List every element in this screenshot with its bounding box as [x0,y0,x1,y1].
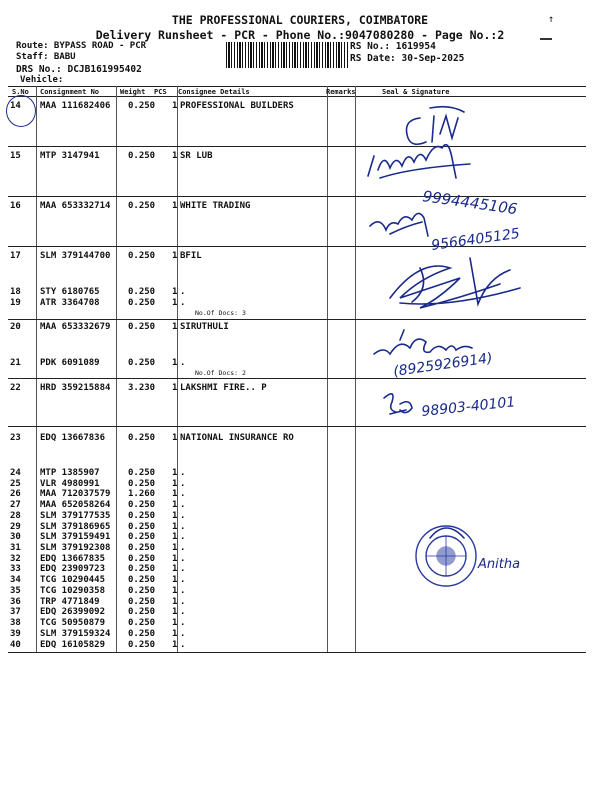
header-signature: Seal & Signature [382,88,450,96]
row-consignee: PROFESSIONAL BUILDERS [180,101,294,111]
circle-mark [6,95,36,127]
row-pcs: 1 [172,251,178,261]
row-sno: 33 [10,564,21,574]
header-weight: Weight [120,88,146,96]
row-pcs: 1 [172,554,178,564]
rs-date: RS Date: 30-Sep-2025 [350,53,465,64]
row-consignee: NATIONAL INSURANCE RO [180,433,294,443]
row-weight: 0.250 [128,554,156,564]
row-consignment: MTP 1385907 [40,468,100,478]
header-pcs: PCS [154,88,167,96]
row-weight: 0.250 [128,629,156,639]
row-weight: 0.250 [128,298,156,308]
row-sno: 27 [10,500,21,510]
row-pcs: 1 [172,607,178,617]
row-consignment: HRD 359215884 [40,383,111,393]
row-weight: 0.250 [128,543,156,553]
row-sno: 15 [10,151,21,161]
row-sno: 22 [10,383,21,393]
handwritten-phone-16: 9566405125 [430,225,521,254]
row-pcs: 1 [172,575,178,585]
row-weight: 0.250 [128,251,156,261]
row-consignment: SLM 379144700 [40,251,111,261]
row-consignee: . [180,543,186,553]
signature-14 [407,107,465,145]
row-consignment: MAA 653332714 [40,201,111,211]
drs-label: DRS No.: DCJB161995402 [16,64,142,75]
row-consignee: . [180,298,186,308]
row-sno: 14 [10,101,21,111]
row-pcs: 1 [172,532,178,542]
row-sno: 19 [10,298,21,308]
row-sno: 23 [10,433,21,443]
row-consignment: ATR 3364708 [40,298,100,308]
row-weight: 0.250 [128,532,156,542]
row-consignment: PDK 6091089 [40,358,100,368]
row-sno: 32 [10,554,21,564]
row-consignment: MAA 712037579 [40,489,111,499]
row-sno: 28 [10,511,21,521]
row-pcs: 1 [172,543,178,553]
row-consignment: SLM 379159324 [40,629,111,639]
row-sno: 25 [10,479,21,489]
row-pcs: 1 [172,287,178,297]
row-sno: 26 [10,489,21,499]
row-consignment: TCG 50950879 [40,618,106,628]
row-pcs: 1 [172,586,178,596]
row-consignment: MTP 3147941 [40,151,100,161]
row-pcs: 1 [172,489,178,499]
row-weight: 0.250 [128,640,156,650]
row-pcs: 1 [172,511,178,521]
handwritten-phone-15: 9994445106 [421,187,519,219]
row-consignee: WHITE TRADING [180,201,251,211]
handwritten-name-23: Anitha [478,557,521,572]
row-sno: 30 [10,532,21,542]
header-remarks: Remarks [326,88,356,96]
row-consignment: SLM 379192308 [40,543,111,553]
row-pcs: 1 [172,322,178,332]
row-weight: 0.250 [128,322,156,332]
row-consignee: . [180,629,186,639]
handwritten-phone-20: (8925926914) [392,350,494,380]
row-consignment: EDQ 26399092 [40,607,106,617]
row-consignee: . [180,597,186,607]
row-consignee: . [180,522,186,532]
row-sno: 20 [10,322,21,332]
row-weight: 1.260 [128,489,156,499]
docs-note: No.Of Docs: 2 [195,369,246,377]
row-consignee: . [180,468,186,478]
row-weight: 0.250 [128,607,156,617]
row-consignee: . [180,489,186,499]
row-weight: 0.250 [128,564,156,574]
row-pcs: 1 [172,522,178,532]
row-consignee: . [180,586,186,596]
row-consignee: . [180,618,186,628]
row-consignment: VLR 4980991 [40,479,100,489]
row-pcs: 1 [172,101,178,111]
row-weight: 0.250 [128,433,156,443]
row-pcs: 1 [172,298,178,308]
row-sno: 17 [10,251,21,261]
row-consignment: MAA 652058264 [40,500,111,510]
row-sno: 40 [10,640,21,650]
row-sno: 16 [10,201,21,211]
row-consignment: MAA 111682406 [40,101,111,111]
row-pcs: 1 [172,618,178,628]
row-sno: 29 [10,522,21,532]
row-sno: 21 [10,358,21,368]
row-consignment: SLM 379177535 [40,511,111,521]
row-weight: 0.250 [128,522,156,532]
row-weight: 0.250 [128,618,156,628]
signature-22 [384,394,412,414]
row-sno: 37 [10,607,21,617]
row-weight: 0.250 [128,287,156,297]
row-consignee: BFIL [180,251,202,261]
vehicle-label: Vehicle: [20,75,64,85]
col-divider [36,86,37,652]
col-divider [116,86,117,652]
row-weight: 0.250 [128,101,156,111]
header-consignee: Consignee Details [178,88,250,96]
col-divider [327,86,328,652]
row-consignment: EDQ 16105829 [40,640,106,650]
signature-15 [368,145,470,178]
row-consignee: . [180,479,186,489]
row-pcs: 1 [172,433,178,443]
row-weight: 0.250 [128,151,156,161]
row-consignee: . [180,607,186,617]
row-sno: 39 [10,629,21,639]
row-consignee: . [180,554,186,564]
row-pcs: 1 [172,500,178,510]
row-consignment: EDQ 13667835 [40,554,106,564]
signature-17 [390,258,520,308]
row-pcs: 1 [172,597,178,607]
row-weight: 0.250 [128,201,156,211]
row-sno: 35 [10,586,21,596]
row-consignment: SLM 379159491 [40,532,111,542]
corner-dash [540,38,552,40]
row-pcs: 1 [172,479,178,489]
barcode [226,42,348,68]
row-sno: 38 [10,618,21,628]
table-top-border [8,86,586,87]
row-sno: 31 [10,543,21,553]
docs-note: No.Of Docs: 3 [195,309,246,317]
row-consignee: . [180,358,186,368]
row-pcs: 1 [172,201,178,211]
row-weight: 0.250 [128,479,156,489]
row-weight: 0.250 [128,468,156,478]
row-pcs: 1 [172,629,178,639]
header-consignment: Consignment No [40,88,100,96]
row-weight: 0.250 [128,500,156,510]
row-consignment: EDQ 13667836 [40,433,106,443]
row-consignment: TCG 10290358 [40,586,106,596]
signature-20 [374,330,472,354]
row-pcs: 1 [172,640,178,650]
row-weight: 3.230 [128,383,156,393]
staff-label: Staff: BABU [16,52,76,62]
row-consignee: . [180,564,186,574]
row-consignee: . [180,575,186,585]
row-consignment: TRP 4771849 [40,597,100,607]
row-pcs: 1 [172,151,178,161]
row-consignee: SIRUTHULI [180,322,229,332]
row-consignee: SR LUB [180,151,213,161]
row-weight: 0.250 [128,358,156,368]
rs-number: RS No.: 1619954 [350,41,436,52]
row-sno: 24 [10,468,21,478]
handwritten-phone-22: 98903-40101 [420,394,517,420]
row-sno: 34 [10,575,21,585]
row-pcs: 1 [172,358,178,368]
row-consignee: LAKSHMI FIRE.. P [180,383,267,393]
route-label: Route: BYPASS ROAD - PCR [16,41,147,51]
row-consignment: SLM 379186965 [40,522,111,532]
table-header-border [8,96,586,97]
row-consignee: . [180,640,186,650]
runsheet-subtitle: Delivery Runsheet - PCR - Phone No.:9047080280 - Page No.:2 [95,28,505,42]
row-consignment: MAA 653332679 [40,322,111,332]
row-consignment: EDQ 23909723 [40,564,106,574]
company-title: THE PROFESSIONAL COURIERS, COIMBATORE [171,13,429,27]
row-consignment: TCG 10290445 [40,575,106,585]
row-consignee: . [180,500,186,510]
row-consignee: . [180,532,186,542]
row-pcs: 1 [172,564,178,574]
row-weight: 0.250 [128,575,156,585]
row-consignment: STY 6180765 [40,287,100,297]
row-weight: 0.250 [128,586,156,596]
row-pcs: 1 [172,468,178,478]
row-weight: 0.250 [128,511,156,521]
row-weight: 0.250 [128,597,156,607]
row-sno: 36 [10,597,21,607]
row-pcs: 1 [172,383,178,393]
signature-area [360,98,590,653]
insurance-seal-stamp [416,526,476,586]
col-divider [355,86,356,652]
row-sno: 18 [10,287,21,297]
row-consignee: . [180,511,186,521]
header-sno: S.No [12,88,29,96]
row-consignee: . [180,287,186,297]
signature-16 [370,213,428,236]
corner-mark: ↑ [548,14,555,25]
